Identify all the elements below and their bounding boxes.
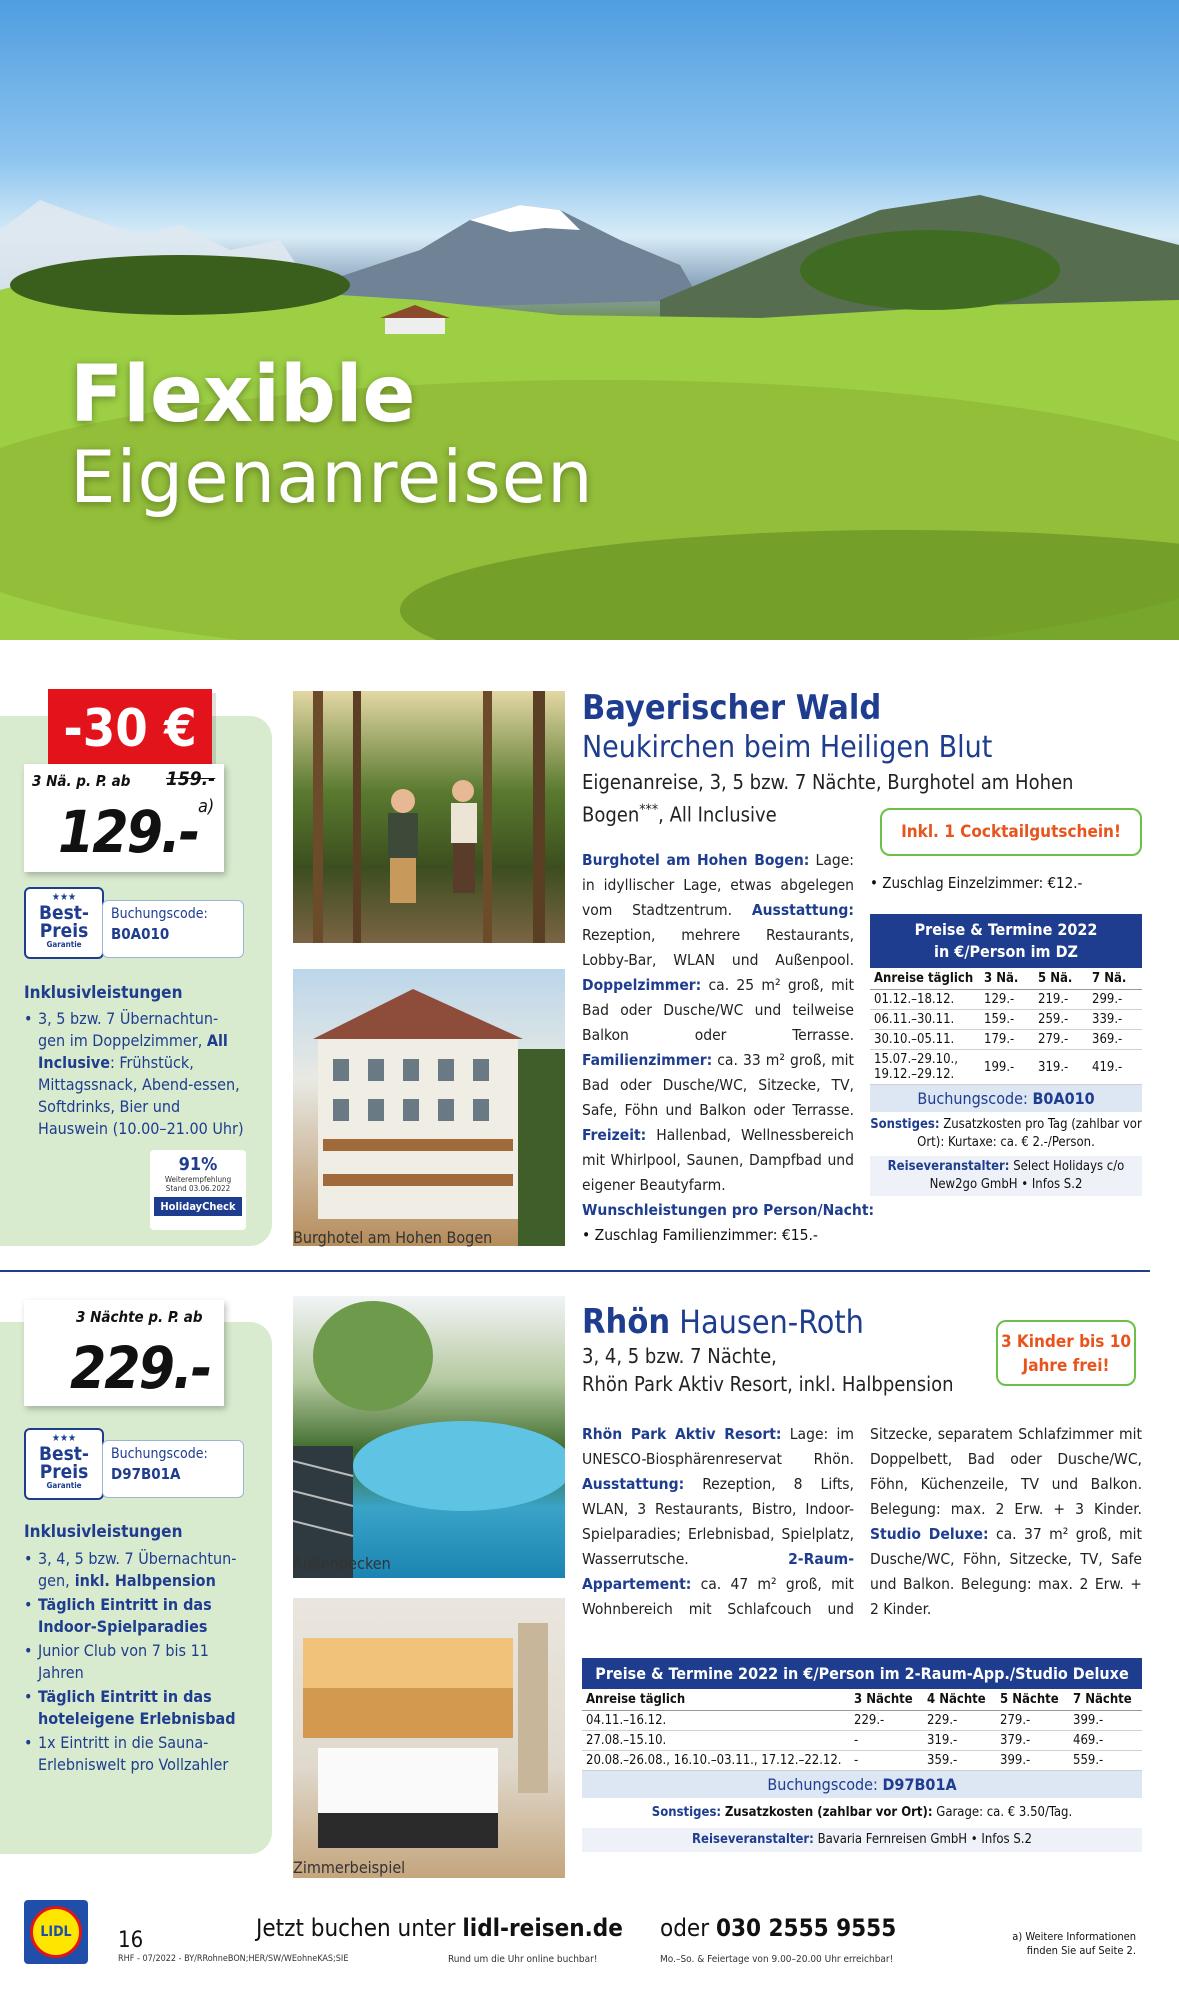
code-label: Buchungscode: bbox=[917, 1089, 1028, 1108]
column-header: Anreise täglich bbox=[870, 968, 980, 990]
room-photo bbox=[293, 1598, 565, 1878]
list-item bbox=[24, 1640, 249, 1684]
body-text: ca. 25 m² groß, mit Bad oder Dusche/WC und teilweise Balkon oder Terrasse. bbox=[582, 976, 854, 1044]
inkl-bold: Täglich Eintritt in das hoteleigene Erlebnisbad bbox=[38, 1687, 236, 1728]
sonstiges-bold: Zusatzkosten (zahlbar vor Ort): bbox=[724, 1805, 933, 1820]
hikers-photo bbox=[293, 691, 565, 943]
body-text: ca. 47 m² groß, mit Wohnbereich mit Schlafcouch und Sitzecke, separatem Schlafzimmer mit Doppelbett, Bad oder Dusche/WC, Föhn, Küchenzeile, TV und Balkon. Belegung: max. 2 Erw. + 3 Kinder. bbox=[582, 1425, 1142, 1618]
body-bold: Ausstattung: bbox=[751, 901, 854, 919]
booking-code-value: D97B01A bbox=[111, 1465, 181, 1483]
page-number: 16 bbox=[118, 1928, 144, 1953]
table-header-row bbox=[870, 968, 1142, 990]
offer1-callout: Inkl. 1 Cocktailgutschein! bbox=[880, 808, 1142, 856]
body-bold: Freizeit: bbox=[582, 1126, 647, 1144]
table-row bbox=[870, 1030, 1142, 1050]
offer1-photo-caption: Burghotel am Hohen Bogen bbox=[293, 1228, 493, 1247]
desc-line: Rhön Park Aktiv Resort, inkl. Halbpension bbox=[582, 1372, 954, 1396]
sonstiges-label: Sonstiges: bbox=[651, 1805, 722, 1820]
table-row bbox=[582, 1711, 1142, 1731]
column-header: 3 Nä. bbox=[980, 968, 1034, 990]
body-text: Lage: im UNESCO-Biosphärenreservat Rhön. bbox=[582, 1425, 854, 1468]
code-label: Buchungscode: bbox=[767, 1775, 878, 1794]
list-item bbox=[24, 1732, 249, 1776]
cell: 319.- bbox=[923, 1731, 996, 1751]
offer2-body bbox=[582, 1422, 1142, 1632]
bestpreis-line2: Preis bbox=[39, 920, 89, 942]
body-text: Lage: in idyllischer Lage, etwas abgelegen vom Stadtzentrum. bbox=[582, 851, 854, 919]
veranstalter-label: Reiseveranstalter: bbox=[692, 1832, 814, 1847]
offer2-price-box bbox=[24, 1300, 224, 1406]
offer2-nights-label: 3 Nächte p. P. ab bbox=[76, 1308, 203, 1326]
list-item: • Zuschlag Familienzimmer: €15.- bbox=[582, 1226, 818, 1244]
cell: 27.08.–15.10. bbox=[582, 1731, 850, 1751]
table-title-line1: Preise & Termine 2022 bbox=[914, 920, 1098, 939]
sonstiges-text: Zusatzkosten pro Tag (zahlbar vor Ort): Kurtaxe: ca. € 2.-/Person. bbox=[917, 1117, 1142, 1150]
footer-phone-note: Mo.–So. & Feiertage von 9.00–20.00 Uhr erreichbar! bbox=[660, 1954, 894, 1965]
footer-phone bbox=[660, 1914, 896, 1942]
body-text: Rezeption, 8 Lifts, WLAN, 3 Restaurants, Bistro, Indoor-Spielparadies; Erlebnisbad, Spielplatz, Wasserrutsche. bbox=[582, 1475, 854, 1568]
cell: 399.- bbox=[1069, 1711, 1142, 1731]
inkl-text: 3, 5 bzw. 7 Übernachtun-gen im Doppelzimmer, bbox=[38, 1009, 219, 1050]
hotel-building-illustration bbox=[293, 969, 565, 1246]
table-row bbox=[870, 1050, 1142, 1085]
cell: 04.11.–16.12. bbox=[582, 1711, 850, 1731]
table-row bbox=[870, 1010, 1142, 1030]
offer1-price-note: a) bbox=[198, 796, 215, 817]
desc-text: Bogen bbox=[582, 802, 640, 827]
veranstalter-text: Select Holidays c/o New2go GmbH • Infos S.2 bbox=[929, 1159, 1125, 1192]
cell: - bbox=[850, 1731, 923, 1751]
cell: 399.- bbox=[996, 1751, 1069, 1771]
footer-url-link[interactable]: lidl-reisen.de bbox=[462, 1914, 623, 1942]
offer1-price-box bbox=[24, 764, 224, 872]
offer1-title: Bayerischer Wald bbox=[582, 688, 882, 728]
body-bold: Familienzimmer: bbox=[582, 1051, 713, 1069]
stars-icon: *** bbox=[639, 802, 659, 818]
offer1-old-price: 159.- bbox=[166, 768, 216, 790]
inkl-bold: inkl. Halbpension bbox=[69, 1571, 216, 1590]
body-bold: Burghotel am Hohen Bogen: bbox=[582, 851, 810, 869]
cell: 219.- bbox=[1034, 990, 1088, 1010]
cta-text: oder bbox=[660, 1914, 716, 1942]
column-header: 5 Nächte bbox=[996, 1689, 1069, 1711]
lidl-logo[interactable] bbox=[24, 1900, 88, 1964]
cell: 129.- bbox=[980, 990, 1034, 1010]
offer2-inkl-title: Inklusivleistungen bbox=[24, 1522, 183, 1542]
cell: 20.08.–26.08., 16.10.–03.11., 17.12.–22.12. bbox=[582, 1751, 850, 1771]
footer-fine-print: RHF - 07/2022 - BY/RRohneBON;HER/SW/WEohneKAS;SIE bbox=[118, 1954, 349, 1964]
cell: 359.- bbox=[923, 1751, 996, 1771]
offer2-bestpreis-badge bbox=[24, 1428, 104, 1500]
title-bold: Rhön bbox=[582, 1302, 671, 1342]
offer1-wunsch bbox=[582, 1198, 882, 1248]
pool-illustration bbox=[293, 1296, 565, 1578]
table-header-row bbox=[582, 1689, 1142, 1711]
booking-code-label: Buchungscode: bbox=[111, 1446, 208, 1462]
body-bold: Rhön Park Aktiv Resort: bbox=[582, 1425, 782, 1443]
wunsch-title: Wunschleistungen pro Person/Nacht: bbox=[582, 1201, 875, 1219]
offer1-sonstiges bbox=[870, 1116, 1142, 1152]
cell: 419.- bbox=[1088, 1050, 1142, 1085]
bestpreis-line3: Garantie bbox=[46, 940, 82, 949]
hero-banner bbox=[0, 0, 1179, 640]
footnote-line: finden Sie auf Seite 2. bbox=[1026, 1944, 1136, 1957]
inkl-text: 1x Eintritt in die Sauna-Erlebniswelt pro Vollzahler bbox=[38, 1733, 229, 1774]
sonstiges-text: Garage: ca. € 3.50/Tag. bbox=[932, 1805, 1073, 1820]
cell: 559.- bbox=[1069, 1751, 1142, 1771]
veranstalter-text: Bavaria Fernreisen GmbH • Infos S.2 bbox=[817, 1832, 1032, 1847]
price-table-title: Preise & Termine 2022 in €/Person im 2-Raum-App./Studio Deluxe bbox=[582, 1658, 1142, 1689]
body-text: ca. 37 m² groß, mit Dusche/WC, Föhn, Sitzecke, TV, Safe und Balkon. Belegung: max. 2 Erw. + 2 Kinder. bbox=[870, 1525, 1142, 1618]
list-item bbox=[24, 1548, 249, 1592]
offer2-inkl-list bbox=[24, 1548, 249, 1778]
inkl-bold: All Inclusive bbox=[38, 1031, 228, 1072]
footer-cta bbox=[256, 1914, 623, 1942]
column-header: 4 Nächte bbox=[923, 1689, 996, 1711]
holidaycheck-line1: Weiterempfehlung bbox=[164, 1175, 232, 1184]
bestpreis-line3: Garantie bbox=[46, 1481, 82, 1490]
list-item bbox=[24, 1008, 244, 1140]
body-text: Hallenbad, Wellnessbereich mit Whirlpool, Saunen, Dampfbad und eigener Beautyfarm. bbox=[582, 1126, 854, 1194]
bestpreis-line1: Best- bbox=[38, 902, 90, 924]
burghotel-photo bbox=[293, 969, 565, 1246]
cell: 159.- bbox=[980, 1010, 1034, 1030]
offer2-caption-room: Zimmerbeispiel bbox=[293, 1858, 406, 1877]
holidaycheck-logo: HolidayCheck bbox=[154, 1197, 242, 1216]
column-header: 5 Nä. bbox=[1034, 968, 1088, 990]
cell: - bbox=[850, 1751, 923, 1771]
footer-phone-link[interactable]: 030 2555 9555 bbox=[715, 1914, 897, 1942]
holidaycheck-percent: 91% bbox=[178, 1154, 218, 1175]
inkl-text: Junior Club von 7 bis 11 Jahren bbox=[38, 1641, 209, 1682]
table-row bbox=[870, 990, 1142, 1010]
wunsch-item: Zuschlag Familienzimmer: €15.- bbox=[594, 1226, 818, 1244]
offer1-inkl-list bbox=[24, 1008, 244, 1142]
table-row bbox=[582, 1751, 1142, 1771]
title-rest: Hausen-Roth bbox=[670, 1303, 864, 1341]
code-value: D97B01A bbox=[882, 1775, 957, 1794]
hero-title-line2: Eigenanreisen bbox=[70, 435, 594, 519]
offer1-price-table bbox=[870, 914, 1142, 1196]
desc-text: , All Inclusive bbox=[658, 802, 777, 827]
cell: 279.- bbox=[1034, 1030, 1088, 1050]
offer1-subtitle: Neukirchen beim Heiligen Blut bbox=[582, 730, 993, 765]
list-item: • Zuschlag Einzelzimmer: €12.- bbox=[870, 874, 1083, 892]
cell: 379.- bbox=[996, 1731, 1069, 1751]
hero-landscape-image bbox=[0, 0, 1179, 640]
list-item bbox=[24, 1594, 249, 1638]
sonstiges-label: Sonstiges: bbox=[870, 1117, 940, 1132]
hikers-illustration bbox=[293, 691, 565, 943]
cell: 229.- bbox=[923, 1711, 996, 1731]
bestpreis-line2: Preis bbox=[39, 1461, 89, 1483]
code-value: B0A010 bbox=[1032, 1089, 1095, 1108]
table-booking-code bbox=[582, 1771, 1142, 1798]
body-bold: Ausstattung: bbox=[582, 1475, 685, 1493]
column-header: 7 Nächte bbox=[1069, 1689, 1142, 1711]
table-row bbox=[582, 1731, 1142, 1751]
room-illustration bbox=[293, 1598, 565, 1878]
cell: 15.07.–29.10., 19.12.–29.12. bbox=[870, 1050, 980, 1085]
body-bold: Studio Deluxe: bbox=[870, 1525, 989, 1543]
booking-code-value: B0A010 bbox=[111, 925, 170, 943]
offer1-booking-code-box bbox=[102, 900, 244, 958]
column-header: 7 Nä. bbox=[1088, 968, 1142, 990]
cell: 179.- bbox=[980, 1030, 1034, 1050]
inkl-text: : Frühstück, Mittagssnack, Abend-essen, Softdrinks, Bier und Hauswein (10.00–21.00 Uhr) bbox=[38, 1053, 244, 1138]
cell: 469.- bbox=[1069, 1731, 1142, 1751]
offer2-price: 229.- bbox=[70, 1334, 211, 1402]
offer2-callout: 3 Kinder bis 10 Jahre frei! bbox=[996, 1320, 1136, 1386]
offer1-price: 129.- bbox=[58, 798, 199, 866]
stars-icon: ★★★ bbox=[51, 892, 77, 903]
offer2-caption-pool: Außenbecken bbox=[293, 1554, 391, 1573]
section-divider bbox=[0, 1270, 1150, 1272]
hero-title bbox=[70, 350, 594, 519]
cell: 339.- bbox=[1088, 1010, 1142, 1030]
cell: 06.11.–30.11. bbox=[870, 1010, 980, 1030]
cell: 229.- bbox=[850, 1711, 923, 1731]
outdoor-pool-photo bbox=[293, 1296, 565, 1578]
cell: 01.12.–18.12. bbox=[870, 990, 980, 1010]
column-header: 3 Nächte bbox=[850, 1689, 923, 1711]
table-booking-code bbox=[870, 1085, 1142, 1112]
column-header: Anreise täglich bbox=[582, 1689, 850, 1711]
offer1-discount-badge: -30 € bbox=[48, 689, 212, 767]
offer2-price-table bbox=[582, 1658, 1142, 1852]
inkl-bold: Täglich Eintritt in das Indoor-Spielparadies bbox=[38, 1595, 212, 1636]
body-text: Rezeption, mehrere Restaurants, Lobby-Bar, WLAN und Außenpool. bbox=[582, 926, 854, 969]
footer-footnote bbox=[986, 1930, 1136, 1958]
cell: 299.- bbox=[1088, 990, 1142, 1010]
wunsch-item: Zuschlag Einzelzimmer: €12.- bbox=[882, 874, 1083, 892]
cell: 30.10.–05.11. bbox=[870, 1030, 980, 1050]
holidaycheck-badge bbox=[150, 1150, 246, 1230]
offer1-inkl-title: Inklusivleistungen bbox=[24, 983, 183, 1003]
veranstalter-label: Reiseveranstalter: bbox=[887, 1159, 1010, 1174]
list-item bbox=[24, 1686, 249, 1730]
footer-url-note: Rund um die Uhr online buchbar! bbox=[448, 1954, 598, 1965]
offer2-description bbox=[582, 1342, 1002, 1398]
body-bold: 2-Raum-Appartement: bbox=[582, 1550, 854, 1593]
booking-code-label: Buchungscode: bbox=[111, 906, 208, 922]
desc-line: Eigenanreise, 3, 5 bzw. 7 Nächte, Burghotel am Hohen bbox=[582, 770, 1074, 794]
offer2-sonstiges bbox=[582, 1804, 1142, 1822]
cell: 319.- bbox=[1034, 1050, 1088, 1085]
offer1-body bbox=[582, 848, 854, 1198]
offer1-nights-label: 3 Nä. p. P. ab bbox=[32, 772, 131, 790]
offer2-booking-code-box bbox=[102, 1440, 244, 1498]
cell: 259.- bbox=[1034, 1010, 1088, 1030]
holidaycheck-line2: Stand 03.06.2022 bbox=[165, 1184, 231, 1193]
lidl-logo-text: LIDL bbox=[30, 1906, 82, 1958]
offer1-veranstalter bbox=[870, 1156, 1142, 1196]
cell: 199.- bbox=[980, 1050, 1034, 1085]
cell: 279.- bbox=[996, 1711, 1069, 1731]
offer1-bestpreis-badge bbox=[24, 887, 104, 959]
body-bold: Doppelzimmer: bbox=[582, 976, 702, 994]
table-title-line2: in €/Person im DZ bbox=[934, 942, 1078, 961]
bestpreis-line1: Best- bbox=[38, 1443, 90, 1465]
stars-icon: ★★★ bbox=[51, 1433, 77, 1444]
body-text: ca. 33 m² groß, mit Bad oder Dusche/WC, Sitzecke, TV, Safe, Föhn und Balkon oder Terrasse. bbox=[582, 1051, 854, 1119]
footnote-line: a) Weitere Informationen bbox=[1012, 1930, 1136, 1943]
inkl-text: 3, 4, 5 bzw. 7 Übernachtun-gen, bbox=[38, 1549, 237, 1590]
offer2-title bbox=[582, 1302, 864, 1342]
price-table-title bbox=[870, 914, 1142, 968]
cta-text: Jetzt buchen unter bbox=[256, 1914, 463, 1942]
cell: 369.- bbox=[1088, 1030, 1142, 1050]
hero-title-line1: Flexible bbox=[70, 350, 416, 440]
desc-line: 3, 4, 5 bzw. 7 Nächte, bbox=[582, 1344, 777, 1368]
offer2-veranstalter bbox=[582, 1828, 1142, 1852]
